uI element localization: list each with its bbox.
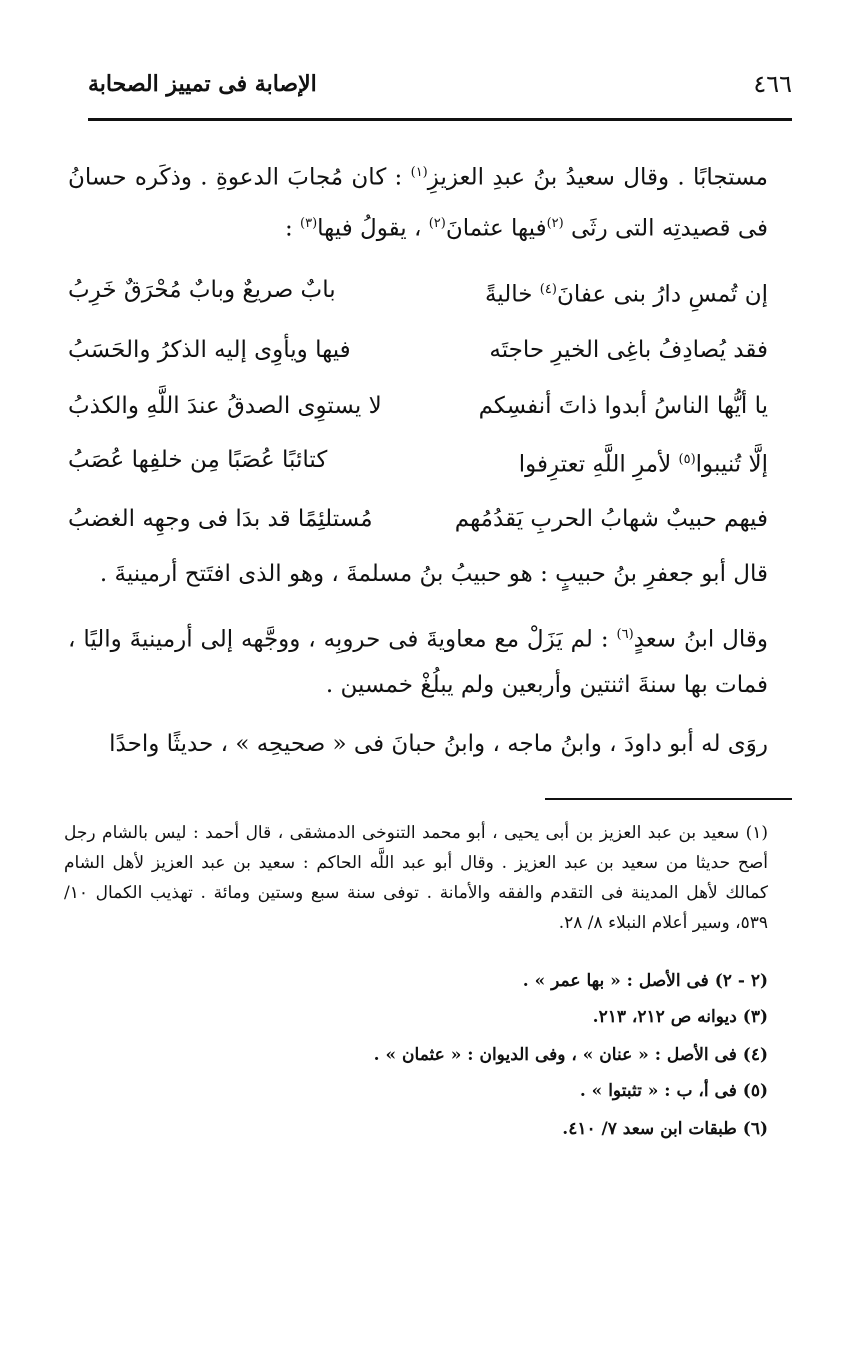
footnote-ref-3: (٣) (300, 215, 318, 231)
paragraph-2: قال أبو جعفرِ بنُ حبيبٍ : هو حبيبُ بنُ مسلمةَ ، وهو الذى افتَتح أرمينيةَ . (99, 561, 768, 587)
footnote-6: (٦) طبقات ابن سعد ٧/ ٤١٠. (562, 1119, 768, 1139)
footnote-ref-6: (٦) (616, 627, 634, 642)
verse-first-hemistich: فيهم حبيبٌ شهابُ الحربِ يَقدُمُهم (454, 506, 768, 532)
footnote-ref-2-close: (٢) (428, 215, 446, 231)
footnote-ref-1: (١) (410, 165, 428, 180)
verse-second-hemistich: فيها ويأوِى إليه الذكرُ والحَسَبُ (68, 337, 351, 363)
footnote-4: (٤) فى الأصل : « عنان » ، وفى الديوان : « عثمان » . (373, 1045, 768, 1065)
verse-line (68, 437, 768, 483)
verse-second-hemistich: كتائبًا عُصَبًا مِن خلفِها عُصَبُ (68, 447, 328, 473)
verse-line (68, 496, 768, 542)
footnote-ref-5: (٥) (678, 452, 696, 467)
footnote-2: (٢ - ٢) فى الأصل : « بها عمر » . (522, 971, 768, 991)
header-rule (88, 118, 792, 121)
paragraph-3: وقال ابنُ سعدٍ$^{(٦)}$ : لم يَزَلْ مع معاويةَ فى حروبِه ، ووجَّهه إلى أرمينيةَ واليًا ، فمات بها سنةَ اثنتين وأربعين ولم يبلُغْ خمسين . (68, 626, 768, 698)
paragraph-1: مستجابًا . وقال سعيدُ بنُ عبدِ العزيزِ$^{(١)}$ : كان مُجابَ الدعوةِ . وذكَره حسانُ فى قصيدتِه التى رثَى $^{(٢)}$فيها عثمانَ$^{(٢)}$ ، يقولُ فيها$^{(٣)}$ : (68, 164, 768, 242)
running-header (88, 64, 792, 104)
verse-second-hemistich: مُستلئِمًا قد بدَا فى وجهِه الغضبُ (68, 506, 373, 532)
verse-line (68, 327, 768, 373)
verse-first-hemistich: إلَّا تُنيبوا$^{(٥)}$ لأمرِ اللَّهِ تعترِفوا (518, 451, 768, 478)
footnote-3: (٣) ديوانه ص ٢١٢، ٢١٣. (592, 1007, 768, 1027)
verse-first-hemistich: فقد يُصادِفُ باغِى الخيرِ حاجتَه (489, 337, 768, 363)
paragraph-4: روَى له أبو داودَ ، وابنُ ماجه ، وابنُ حبانَ فى « صحيحِه » ، حديثًا واحدًا (109, 731, 768, 757)
footnote-separator (545, 798, 792, 800)
running-title: الإصابة فى تمييز الصحابة (88, 71, 317, 97)
verse-first-hemistich: إن تُمسِ دارُ بنى عفانَ$^{(٤)}$ خاليةً (484, 281, 768, 308)
verse-second-hemistich: لا يستوِى الصدقُ عندَ اللَّهِ والكذبُ (68, 393, 382, 419)
page-number: ٤٦٦ (753, 70, 792, 98)
footnote-ref-4: (٤) (539, 282, 557, 297)
footnote-5: (٥) فى أ، ب : « تثبتوا » . (579, 1081, 768, 1101)
verse-line (68, 267, 768, 313)
footnote-1: (١) سعيد بن عبد العزيز بن أبى يحيى ، أبو محمد التنوخى الدمشقى ، قال أحمد : ليس بالشام رجل أصح حديثا من سعيد بن عبد العزيز . وقال أبو عبد اللَّه الحاكم : سعيد بن عبد العزيز لأهل الشام كمالك لأهل المدينة فى التقدم والفقه والأمانة . توفى سنة سبع وستين ومائة . تهذيب الكمال ١٠/ ٥٣٩، وسير أعلام النبلاء ٨/ ٢٨. (64, 823, 768, 933)
verse-first-hemistich: يا أيُّها الناسُ أبدوا ذاتَ أنفسِكم (478, 393, 768, 419)
footnote-ref-2-open: (٢) (546, 215, 564, 231)
verse-second-hemistich: بابٌ صريعٌ وبابٌ مُحْرَقٌ خَرِبُ (68, 277, 336, 303)
verse-line (68, 383, 768, 429)
